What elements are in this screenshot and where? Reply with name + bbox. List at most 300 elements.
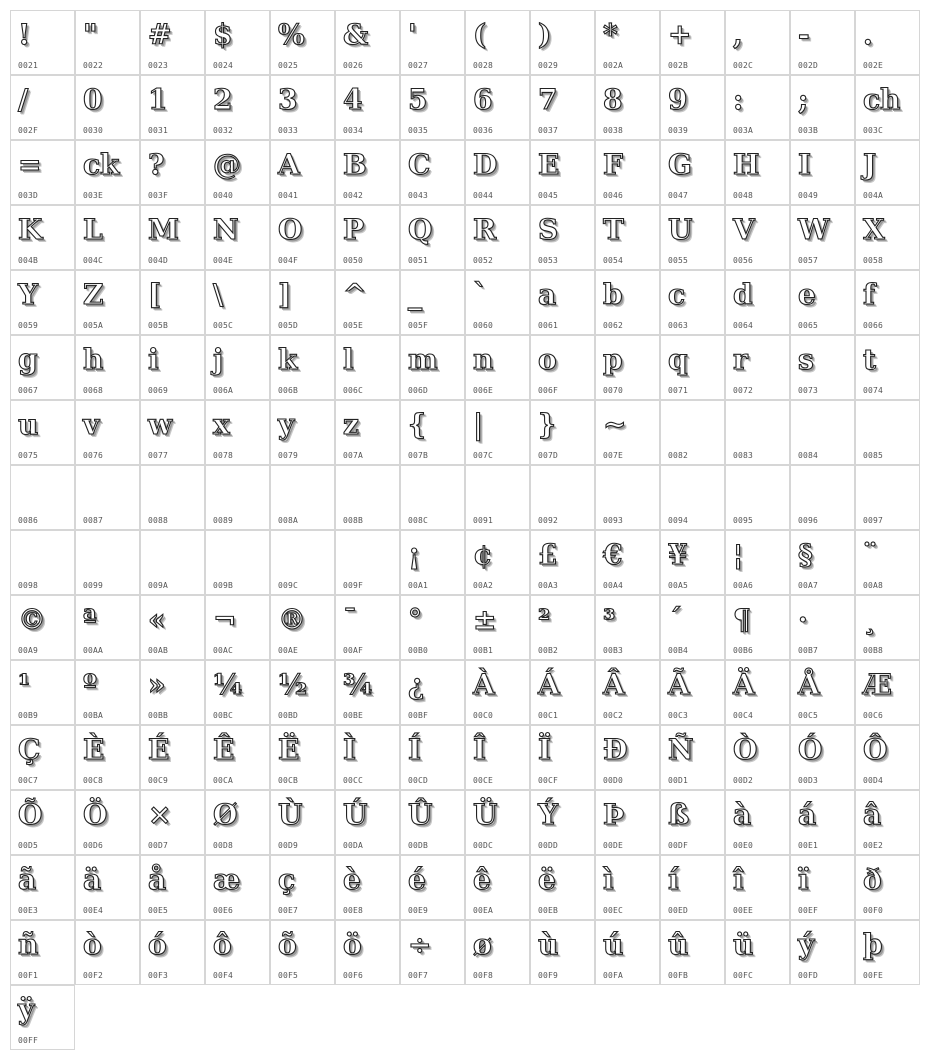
glyph-sample: z [343, 408, 359, 441]
glyph-sample: ( [473, 18, 487, 51]
glyph-code: 00E8 [343, 906, 364, 915]
glyph-cell [10, 140, 75, 205]
glyph-code: 00FB [668, 971, 689, 980]
glyph-code: 00A5 [668, 581, 689, 590]
glyph-code: 006A [213, 386, 234, 395]
glyph-sample: € [603, 538, 623, 571]
glyph-code: 00DF [668, 841, 689, 850]
glyph-cell [660, 465, 725, 530]
glyph-sample: Û [408, 798, 433, 831]
glyph-code: 0039 [668, 126, 689, 135]
glyph-code: 00D9 [278, 841, 299, 850]
glyph-sample: , [733, 18, 743, 51]
glyph-code: 0093 [603, 516, 624, 525]
glyph-cell [205, 660, 270, 725]
glyph-cell [725, 855, 790, 920]
glyph-cell [140, 725, 205, 790]
glyph-code: 0097 [863, 516, 884, 525]
glyph-code: 00D1 [668, 776, 689, 785]
glyph-code: 00A6 [733, 581, 754, 590]
glyph-sample: q [668, 343, 688, 376]
glyph-sample: â [863, 798, 882, 831]
glyph-sample: { [408, 408, 427, 441]
glyph-code: 00E6 [213, 906, 234, 915]
glyph-sample: Ò [733, 733, 758, 766]
glyph-code: 0061 [538, 321, 559, 330]
glyph-cell [530, 465, 595, 530]
glyph-sample: c [668, 278, 686, 311]
glyph-sample: 0 [83, 83, 103, 116]
glyph-code: 0032 [213, 126, 234, 135]
glyph-cell [140, 660, 205, 725]
glyph-sample: P [343, 213, 365, 246]
glyph-sample: t [863, 343, 876, 376]
glyph-sample: p [603, 343, 623, 376]
glyph-sample: O [278, 213, 303, 246]
glyph-cell [75, 270, 140, 335]
glyph-cell [140, 595, 205, 660]
glyph-sample: ä [83, 863, 102, 896]
glyph-code: 0042 [343, 191, 364, 200]
glyph-sample: ¾ [343, 668, 373, 701]
glyph-cell [595, 270, 660, 335]
glyph-sample: ! [18, 18, 31, 51]
glyph-code: 00A8 [863, 581, 884, 590]
glyph-sample: ¦ [733, 538, 744, 571]
glyph-cell [140, 400, 205, 465]
glyph-code: 0049 [798, 191, 819, 200]
glyph-cell [205, 205, 270, 270]
glyph-code: 00BD [278, 711, 299, 720]
glyph-code: 00D3 [798, 776, 819, 785]
glyph-code: 00E3 [18, 906, 39, 915]
glyph-cell [725, 335, 790, 400]
glyph-sample: á [798, 798, 817, 831]
glyph-sample: n [473, 343, 494, 376]
glyph-code: 002A [603, 61, 624, 70]
glyph-cell [270, 855, 335, 920]
glyph-sample: g [18, 343, 38, 376]
glyph-cell [595, 335, 660, 400]
glyph-code: 0036 [473, 126, 494, 135]
glyph-cell [270, 725, 335, 790]
glyph-cell [595, 205, 660, 270]
glyph-cell [855, 855, 920, 920]
glyph-sample: $ [213, 18, 233, 51]
glyph-cell [725, 10, 790, 75]
glyph-cell [465, 335, 530, 400]
glyph-sample: 3 [278, 83, 298, 116]
glyph-sample: ´ [668, 603, 682, 636]
glyph-code: 0045 [538, 191, 559, 200]
glyph-cell [75, 790, 140, 855]
glyph-cell [465, 920, 530, 985]
glyph-sample: : [733, 83, 744, 116]
glyph-cell [595, 595, 660, 660]
glyph-sample: V [733, 213, 755, 246]
glyph-code: 0079 [278, 451, 299, 460]
glyph-code: 00C1 [538, 711, 559, 720]
glyph-cell [400, 790, 465, 855]
glyph-cell [465, 660, 530, 725]
glyph-sample: Ã [668, 668, 690, 701]
glyph-code: 00C6 [863, 711, 884, 720]
glyph-cell [205, 465, 270, 530]
glyph-code: 00E2 [863, 841, 884, 850]
glyph-cell [335, 75, 400, 140]
glyph-sample: Õ [18, 798, 43, 831]
glyph-cell [400, 335, 465, 400]
glyph-sample: Å [798, 668, 820, 701]
glyph-code: 004B [18, 256, 39, 265]
glyph-sample: 5 [408, 83, 428, 116]
glyph-sample: þ [863, 928, 883, 961]
glyph-sample: B [343, 148, 367, 181]
glyph-code: 00BC [213, 711, 234, 720]
glyph-cell [465, 270, 530, 335]
glyph-sample: Ù [278, 798, 303, 831]
glyph-cell [140, 75, 205, 140]
glyph-sample: Ð [603, 733, 628, 766]
glyph-code: 00B2 [538, 646, 559, 655]
glyph-sample: 2 [213, 83, 233, 116]
glyph-code: 0021 [18, 61, 39, 70]
glyph-code: 0022 [83, 61, 104, 70]
glyph-sample: | [473, 408, 484, 441]
glyph-cell [140, 10, 205, 75]
glyph-cell [790, 465, 855, 530]
glyph-cell [400, 465, 465, 530]
glyph-code: 00D0 [603, 776, 624, 785]
glyph-cell [140, 530, 205, 595]
glyph-cell [660, 725, 725, 790]
glyph-cell [660, 75, 725, 140]
glyph-cell [855, 465, 920, 530]
glyph-cell [595, 465, 660, 530]
glyph-cell [10, 855, 75, 920]
glyph-sample: m [408, 343, 438, 376]
glyph-sample: ò [83, 928, 102, 961]
glyph-code: 00B0 [408, 646, 429, 655]
glyph-cell [465, 465, 530, 530]
glyph-cell [855, 595, 920, 660]
glyph-code: 0026 [343, 61, 364, 70]
glyph-code: 00B8 [863, 646, 884, 655]
glyph-cell [10, 920, 75, 985]
glyph-sample: è [343, 863, 361, 896]
glyph-code: 00FF [18, 1036, 39, 1045]
glyph-code: 00AA [83, 646, 104, 655]
glyph-sample: Ê [213, 733, 235, 766]
glyph-sample: å [148, 863, 167, 896]
glyph-cell [595, 725, 660, 790]
glyph-code: 006E [473, 386, 494, 395]
glyph-code: 0028 [473, 61, 494, 70]
glyph-code: 005B [148, 321, 169, 330]
glyph-cell [595, 790, 660, 855]
glyph-sample: I [798, 148, 812, 181]
glyph-code: 0040 [213, 191, 234, 200]
glyph-sample: ð [863, 863, 882, 896]
glyph-sample: ° [408, 603, 422, 636]
glyph-cell [270, 790, 335, 855]
glyph-sample: ² [538, 603, 551, 636]
glyph-cell [660, 140, 725, 205]
glyph-code: 0076 [83, 451, 104, 460]
glyph-code: 00AE [278, 646, 299, 655]
glyph-sample: » [148, 668, 166, 701]
glyph-cell [270, 530, 335, 595]
glyph-cell [205, 140, 270, 205]
glyph-sample: ç [278, 863, 296, 896]
glyph-cell [660, 790, 725, 855]
glyph-sample: [ [148, 278, 162, 311]
glyph-sample: à [733, 798, 752, 831]
glyph-code: 007A [343, 451, 364, 460]
glyph-code: 00BB [148, 711, 169, 720]
glyph-code: 005A [83, 321, 104, 330]
glyph-cell [790, 400, 855, 465]
glyph-code: 0029 [538, 61, 559, 70]
glyph-sample: ù [538, 928, 559, 961]
glyph-cell [335, 335, 400, 400]
glyph-sample: 9 [668, 83, 688, 116]
glyph-code: 00C9 [148, 776, 169, 785]
glyph-cell [205, 595, 270, 660]
glyph-sample: ¢ [473, 538, 493, 571]
glyph-code: 00D6 [83, 841, 104, 850]
glyph-sample: ¨ [863, 538, 877, 571]
glyph-code: 0056 [733, 256, 754, 265]
glyph-code: 0023 [148, 61, 169, 70]
glyph-sample: ck [83, 148, 120, 181]
glyph-code: 004F [278, 256, 299, 265]
glyph-code: 00AC [213, 646, 234, 655]
glyph-cell [205, 790, 270, 855]
glyph-sample: ¡ [408, 538, 421, 571]
glyph-sample: Q [408, 213, 433, 246]
glyph-cell [205, 10, 270, 75]
glyph-cell [140, 270, 205, 335]
glyph-code: 0066 [863, 321, 884, 330]
glyph-code: 0086 [18, 516, 39, 525]
glyph-cell [530, 75, 595, 140]
glyph-sample: È [83, 733, 105, 766]
glyph-cell [855, 660, 920, 725]
glyph-code: 00FC [733, 971, 754, 980]
glyph-cell [75, 530, 140, 595]
glyph-sample: ü [733, 928, 754, 961]
glyph-sample: 4 [343, 83, 363, 116]
glyph-sample: Ñ [668, 733, 694, 766]
glyph-sample: Ô [863, 733, 888, 766]
glyph-code: 00A2 [473, 581, 494, 590]
glyph-code: 0044 [473, 191, 494, 200]
glyph-code: 0096 [798, 516, 819, 525]
glyph-code: 0062 [603, 321, 624, 330]
glyph-cell [270, 400, 335, 465]
glyph-code: 0054 [603, 256, 624, 265]
glyph-code: 0067 [18, 386, 39, 395]
glyph-code: 0082 [668, 451, 689, 460]
glyph-cell [270, 335, 335, 400]
glyph-sample: º [83, 668, 97, 701]
glyph-cell [530, 205, 595, 270]
glyph-sample: A [278, 148, 300, 181]
glyph-cell [335, 855, 400, 920]
glyph-cell [75, 335, 140, 400]
glyph-sample: ¹ [18, 668, 31, 701]
glyph-sample: Ë [278, 733, 300, 766]
glyph-code: 005D [278, 321, 299, 330]
glyph-cell [530, 270, 595, 335]
glyph-code: 00F7 [408, 971, 429, 980]
glyph-cell [205, 725, 270, 790]
glyph-code: 00F5 [278, 971, 299, 980]
glyph-code: 0070 [603, 386, 624, 395]
glyph-cell [140, 140, 205, 205]
glyph-sample: 1 [148, 83, 168, 116]
glyph-cell [400, 595, 465, 660]
glyph-sample: & [343, 18, 369, 51]
glyph-cell [660, 920, 725, 985]
glyph-cell [75, 725, 140, 790]
glyph-sample: û [668, 928, 689, 961]
glyph-cell [790, 270, 855, 335]
glyph-cell [140, 335, 205, 400]
glyph-sample: ø [473, 928, 492, 961]
glyph-cell [10, 335, 75, 400]
glyph-cell [725, 400, 790, 465]
glyph-sample: S [538, 213, 559, 246]
glyph-code: 002C [733, 61, 754, 70]
glyph-cell [790, 855, 855, 920]
glyph-sample: k [278, 343, 298, 376]
glyph-code: 0037 [538, 126, 559, 135]
glyph-code: 0085 [863, 451, 884, 460]
glyph-cell [790, 660, 855, 725]
glyph-cell [790, 725, 855, 790]
glyph-code: 007B [408, 451, 429, 460]
glyph-cell [790, 920, 855, 985]
glyph-cell [10, 725, 75, 790]
glyph-code: 00EE [733, 906, 754, 915]
glyph-cell [10, 75, 75, 140]
glyph-sample: K [18, 213, 43, 246]
glyph-cell [75, 400, 140, 465]
glyph-cell [335, 270, 400, 335]
glyph-sample: ; [798, 83, 809, 116]
glyph-code: 003C [863, 126, 884, 135]
glyph-cell [725, 725, 790, 790]
glyph-code: 009F [343, 581, 364, 590]
glyph-cell [660, 855, 725, 920]
glyph-code: 00BF [408, 711, 429, 720]
glyph-sample: ' [408, 18, 417, 51]
glyph-code: 0063 [668, 321, 689, 330]
glyph-cell [725, 790, 790, 855]
glyph-code: 0057 [798, 256, 819, 265]
glyph-cell [725, 140, 790, 205]
glyph-code: 00EB [538, 906, 559, 915]
glyph-sample: M [148, 213, 179, 246]
glyph-cell [10, 400, 75, 465]
glyph-sample: Ý [538, 798, 558, 831]
glyph-cell [790, 140, 855, 205]
glyph-cell [10, 465, 75, 530]
glyph-cell [75, 205, 140, 270]
glyph-code: 00BE [343, 711, 364, 720]
glyph-cell [75, 465, 140, 530]
glyph-cell [465, 725, 530, 790]
glyph-code: 00F0 [863, 906, 884, 915]
glyph-sample: Â [603, 668, 625, 701]
glyph-sample: b [603, 278, 623, 311]
glyph-cell [140, 920, 205, 985]
glyph-cell [530, 660, 595, 725]
glyph-cell [270, 10, 335, 75]
glyph-cell [400, 205, 465, 270]
glyph-code: 00C2 [603, 711, 624, 720]
glyph-sample: @ [213, 148, 241, 181]
glyph-code: 00E0 [733, 841, 754, 850]
glyph-code: 00F6 [343, 971, 364, 980]
glyph-code: 00DC [473, 841, 494, 850]
glyph-code: 00F4 [213, 971, 234, 980]
glyph-sample: î [733, 863, 744, 896]
glyph-sample: j [213, 343, 224, 376]
glyph-cell [270, 75, 335, 140]
glyph-code: 00FE [863, 971, 884, 980]
glyph-code: 0077 [148, 451, 169, 460]
glyph-cell [790, 205, 855, 270]
glyph-cell [530, 10, 595, 75]
glyph-code: 00A7 [798, 581, 819, 590]
glyph-code: 009B [213, 581, 234, 590]
glyph-sample: + [668, 18, 692, 51]
glyph-sample: E [538, 148, 560, 181]
glyph-code: 009C [278, 581, 299, 590]
glyph-cell [790, 10, 855, 75]
glyph-cell [855, 400, 920, 465]
glyph-code: 0025 [278, 61, 299, 70]
glyph-sample: # [148, 18, 172, 51]
glyph-sample: ~ [603, 408, 627, 441]
glyph-cell [400, 75, 465, 140]
glyph-cell [400, 530, 465, 595]
glyph-code: 0059 [18, 321, 39, 330]
glyph-code: 004D [148, 256, 169, 265]
glyph-sample: ê [473, 863, 491, 896]
glyph-cell [205, 920, 270, 985]
glyph-cell [530, 530, 595, 595]
glyph-sample: Ó [798, 733, 823, 766]
glyph-code: 0091 [473, 516, 494, 525]
glyph-code: 0024 [213, 61, 234, 70]
glyph-sample: s [798, 343, 814, 376]
glyph-sample: ë [538, 863, 556, 896]
glyph-cell [270, 465, 335, 530]
glyph-cell [400, 855, 465, 920]
glyph-cell [725, 75, 790, 140]
glyph-cell [335, 465, 400, 530]
glyph-cell [335, 725, 400, 790]
glyph-sample: Ì [343, 733, 357, 766]
glyph-sample: _ [408, 278, 422, 311]
glyph-cell [595, 920, 660, 985]
glyph-cell [465, 75, 530, 140]
glyph-sample: N [213, 213, 239, 246]
